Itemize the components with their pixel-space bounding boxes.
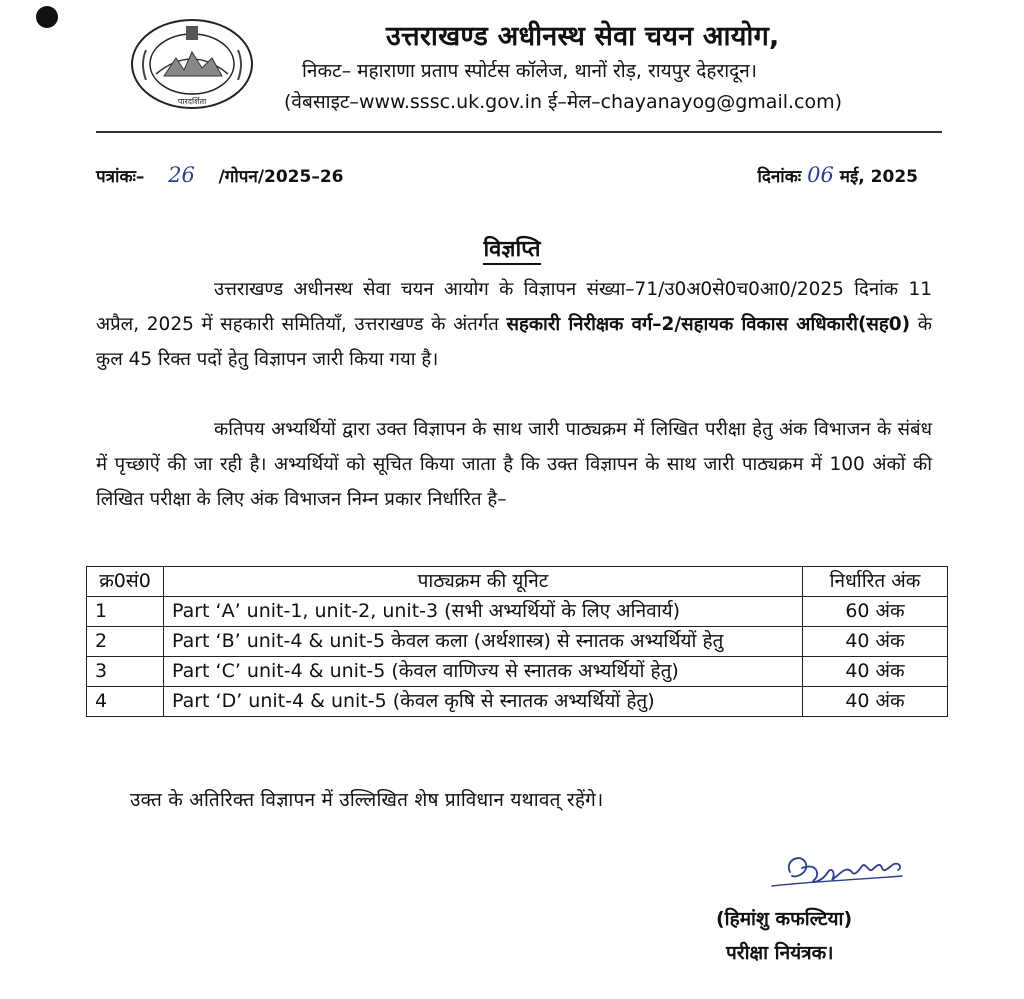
unit-cell: Part ‘A’ unit-1, unit-2, unit-3 (सभी अभ्यर्थियों के लिए अनिवार्य) — [164, 597, 803, 627]
notice-title: विज्ञप्ति — [0, 233, 1024, 263]
marks-cell: 40 अंक — [803, 687, 948, 717]
table-row — [87, 687, 948, 717]
serial-cell: 2 — [87, 627, 164, 657]
letter-date: दिनांकः 06 मई, 2025 — [757, 163, 918, 187]
letter-number: पत्रांकः– 26 /गोपन/2025–26 — [96, 163, 344, 187]
unit-cell: Part ‘C’ unit-4 & unit-5 (केवल वाणिज्य से स्नातक अभ्यर्थियों हेतु) — [164, 657, 803, 687]
commission-emblem — [126, 14, 258, 114]
punch-hole — [36, 6, 58, 28]
table-row — [87, 657, 948, 687]
header-divider — [96, 131, 942, 133]
unit-cell: Part ‘D’ unit-4 & unit-5 (केवल कृषि से स्नातक अभ्यर्थियों हेतु) — [164, 687, 803, 717]
organization-contact: (वेबसाइट–www.sssc.uk.gov.in ई–मेल–chayanayog@gmail.com) — [284, 91, 843, 113]
paragraph-marks-distribution: कतिपय अभ्यर्थियों द्वारा उक्त विज्ञापन के साथ जारी पाठ्यक्रम में लिखित परीक्षा हेतु अंक विभाजन के संबंध में पृच्छाऐं की जा रही है। अभ्यर्थियों को सूचित किया जाता है कि उक्त विज्ञापन के साथ जारी पाठ्यक्रम में 100 अंकों की लिखित परीक्षा के लिए अंक विभाजन निम्न प्रकार निर्धारित है– — [96, 419, 932, 510]
table-header-row — [87, 567, 948, 597]
serial-cell: 1 — [87, 597, 164, 627]
signatory-title: परीक्षा नियंत्रक। — [726, 942, 834, 964]
marks-cell: 60 अंक — [803, 597, 948, 627]
signatory-block — [716, 902, 852, 970]
serial-cell: 3 — [87, 657, 164, 687]
svg-text:पारदर्शिता: पारदर्शिता — [177, 97, 207, 106]
marks-cell: 40 अंक — [803, 657, 948, 687]
marks-table — [86, 566, 948, 717]
letterhead — [280, 18, 970, 118]
table-row — [87, 597, 948, 627]
signatory-name: (हिमांशु कफल्टिया) — [716, 908, 853, 930]
handwritten-day: 06 — [807, 163, 834, 187]
organization-name: उत्तराखण्ड अधीनस्थ सेवा चयन आयोग, — [386, 21, 780, 52]
serial-cell: 4 — [87, 687, 164, 717]
handwritten-number: 26 — [168, 163, 195, 187]
marks-cell: 40 अंक — [803, 627, 948, 657]
paragraph-advertisement: उत्तराखण्ड अधीनस्थ सेवा चयन आयोग के विज्ञापन संख्या–71/उ0अ0से0च0आ0/2025 दिनांक 11 अप्रैल, 2025 में सहकारी समितियाँ, उत्तराखण्ड के अंतर्गत सहकारी निरीक्षक वर्ग–2/सहायक विकास अधिकारी(सह0) के कुल 45 रिक्त पदों हेतु विज्ञापन जारी किया गया है। — [96, 279, 932, 370]
unit-cell: Part ‘B’ unit-4 & unit-5 केवल कला (अर्थशास्त्र) से स्नातक अभ्यर्थियों हेतु — [164, 627, 803, 657]
handwritten-signature — [762, 842, 922, 902]
header-unit: पाठ्यक्रम की यूनिट — [164, 567, 803, 597]
table-row — [87, 627, 948, 657]
header-serial: क्र0सं0 — [87, 567, 164, 597]
header-marks: निर्धारित अंक — [803, 567, 948, 597]
closing-note: उक्त के अतिरिक्त विज्ञापन में उल्लिखित शेष प्राविधान यथावत् रहेंगे। — [130, 789, 604, 811]
organization-address: निकट– महाराणा प्रताप स्पोर्टस कॉलेज, थानों रोड़, रायपुर देहरादून। — [302, 60, 757, 82]
post-name: सहकारी निरीक्षक वर्ग–2/सहायक विकास अधिकारी(सह0) — [506, 314, 911, 335]
